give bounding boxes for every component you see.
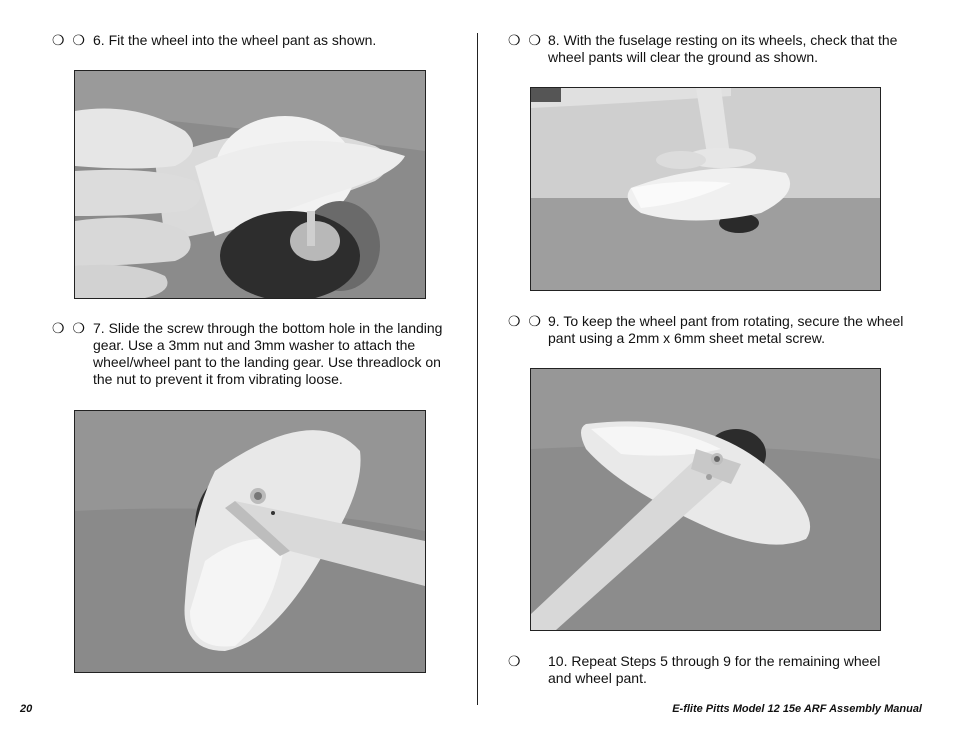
page-number: 20 (20, 703, 33, 715)
photo-wheel-in-pant (74, 70, 426, 299)
photo-sheet-metal-screw (530, 368, 881, 631)
step-10-checkboxes[interactable]: ❍ (508, 653, 523, 669)
step-9-text: 9. To keep the wheel pant from rotating, secure the wheel pant using a 2mm x 6mm sheet metal screw. (548, 313, 908, 346)
step-7 (52, 320, 452, 392)
step-7-text: 7. Slide the screw through the bottom hole in the landing gear. Use a 3mm nut and 3mm washer to attach the wheel/wheel pant to the landing gear. Use threadlock on the nut to prevent it from vibrating loose. (93, 320, 447, 387)
step-8 (508, 32, 908, 72)
step-8-checkboxes[interactable]: ❍ ❍ (508, 32, 543, 48)
step-10-text: 10. Repeat Steps 5 through 9 for the remaining wheel and wheel pant. (548, 653, 885, 686)
manual-title: E-flite Pitts Model 12 15e ARF Assembly Manual (672, 703, 922, 715)
step-9 (508, 313, 908, 353)
photo-gear-attached (74, 410, 426, 673)
step-9-checkboxes[interactable]: ❍ ❍ (508, 313, 543, 329)
photo-ground-clearance (530, 87, 881, 291)
step-10 (508, 653, 908, 693)
column-divider (477, 33, 478, 705)
step-6-text: 6. Fit the wheel into the wheel pant as shown. (93, 32, 377, 48)
step-8-text: 8. With the fuselage resting on its wheels, check that the wheel pants will clear the ground as shown. (548, 32, 902, 65)
step-7-checkboxes[interactable]: ❍ ❍ (52, 320, 87, 336)
step-6-checkboxes[interactable]: ❍ ❍ (52, 32, 87, 48)
step-6 (52, 32, 452, 52)
